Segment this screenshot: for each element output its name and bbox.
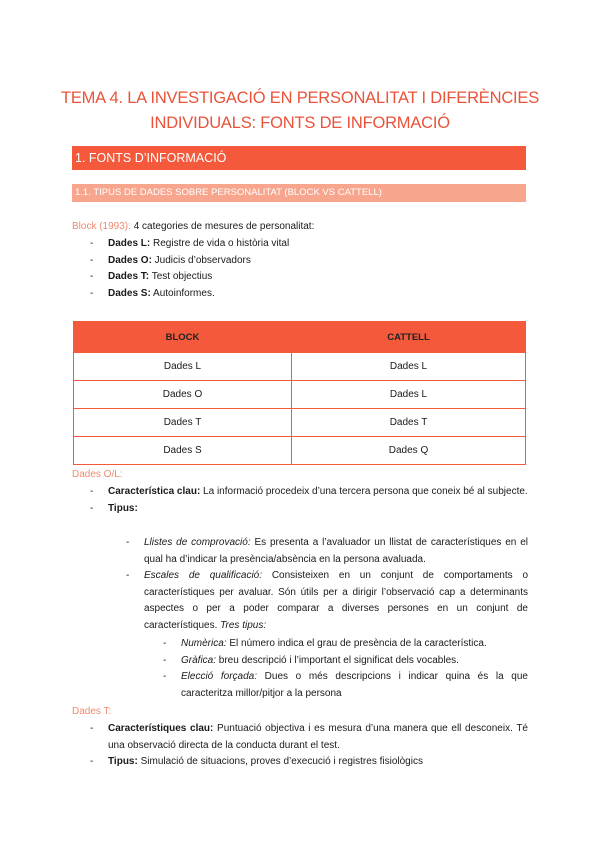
title-line-2: INDIVIDUALS: FONTS DE INFORMACIÓ	[150, 114, 450, 132]
list-item: - Tipus:	[90, 502, 138, 514]
table-cell: Dades T	[74, 409, 292, 437]
list-item: - Elecció forçada: Dues o més descripcions i indicar quina és la que caracteritza millor/pitjor a la persona	[163, 671, 528, 699]
page-title	[60, 86, 540, 136]
block-intro	[72, 219, 532, 236]
list-item: - Escales de qualificació: Consisteixen en un conjunt de comportaments o característiques per avaluar. Són útils per a dirigir l’observació cap a determinants aspectes o per a poder comparar a diverses persones en un conjunt de característiques. Tres tipus:	[126, 570, 529, 631]
table-header-block: BLOCK	[74, 322, 292, 353]
escales-subtypes-list	[163, 636, 528, 702]
list-item: - Característica clau: La informació procedeix d’una tercera persona que coneix bé al subjecte.	[90, 486, 528, 497]
dades-ol-heading: Dades O/L:	[72, 469, 123, 480]
list-item: - Dades S: Autoinformes.	[90, 287, 215, 299]
dades-ol-list	[90, 484, 528, 517]
comparison-table	[73, 321, 526, 465]
list-item: - Tipus: Simulació de situacions, proves d’execució i registres fisiològics	[90, 756, 423, 767]
table-cell: Dades S	[74, 437, 292, 465]
subsection-heading: 1.1. TIPUS DE DADES SOBRE PERSONALITAT (BLOCK VS CATTELL)	[72, 184, 526, 202]
dades-t-list	[90, 721, 528, 771]
table-row	[74, 353, 526, 381]
block-intro-text: 4 categories de mesures de personalitat:	[130, 221, 315, 232]
list-item: - Numèrica: El número indica el grau de presència de la característica.	[163, 638, 487, 649]
list-item: - Gràfica: breu descripció i l’important el significat dels vocables.	[163, 654, 459, 666]
table-header-cattell: CATTELL	[292, 322, 526, 353]
table-cell: Dades L	[74, 353, 292, 381]
table-cell: Dades L	[292, 353, 526, 381]
table-cell: Dades L	[292, 381, 526, 409]
table-cell: Dades O	[74, 381, 292, 409]
table-row	[74, 381, 526, 409]
list-item: - Dades L: Registre de vida o història vital	[90, 238, 290, 249]
list-item: - Dades O: Judicis d’observadors	[90, 254, 251, 266]
table-row	[74, 437, 526, 465]
list-item: - Dades T: Test objectius	[90, 271, 213, 282]
table-row	[74, 409, 526, 437]
table-cell: Dades T	[292, 409, 526, 437]
list-item: - Característiques clau: Puntuació objectiva i es mesura d’una manera que ell desconeix. Té una observació directa de la conducta durant el test.	[90, 723, 528, 751]
section-heading: 1. FONTS D’INFORMACIÓ	[72, 146, 526, 170]
list-item: - Llistes de comprovació: Es presenta a l’avaluador un llistat de característiques en el qual ha d’indicar la presència/absència en la persona avaluada.	[126, 537, 528, 565]
block-citation: Block (1993):	[72, 221, 131, 232]
tipus-list	[126, 535, 529, 634]
title-line-1: TEMA 4. LA INVESTIGACIÓ EN PERSONALITAT I DIFERÈNCIES	[60, 89, 540, 107]
dades-t-heading: Dades T:	[72, 706, 112, 717]
table-cell: Dades Q	[292, 437, 526, 465]
categories-list	[90, 236, 528, 302]
